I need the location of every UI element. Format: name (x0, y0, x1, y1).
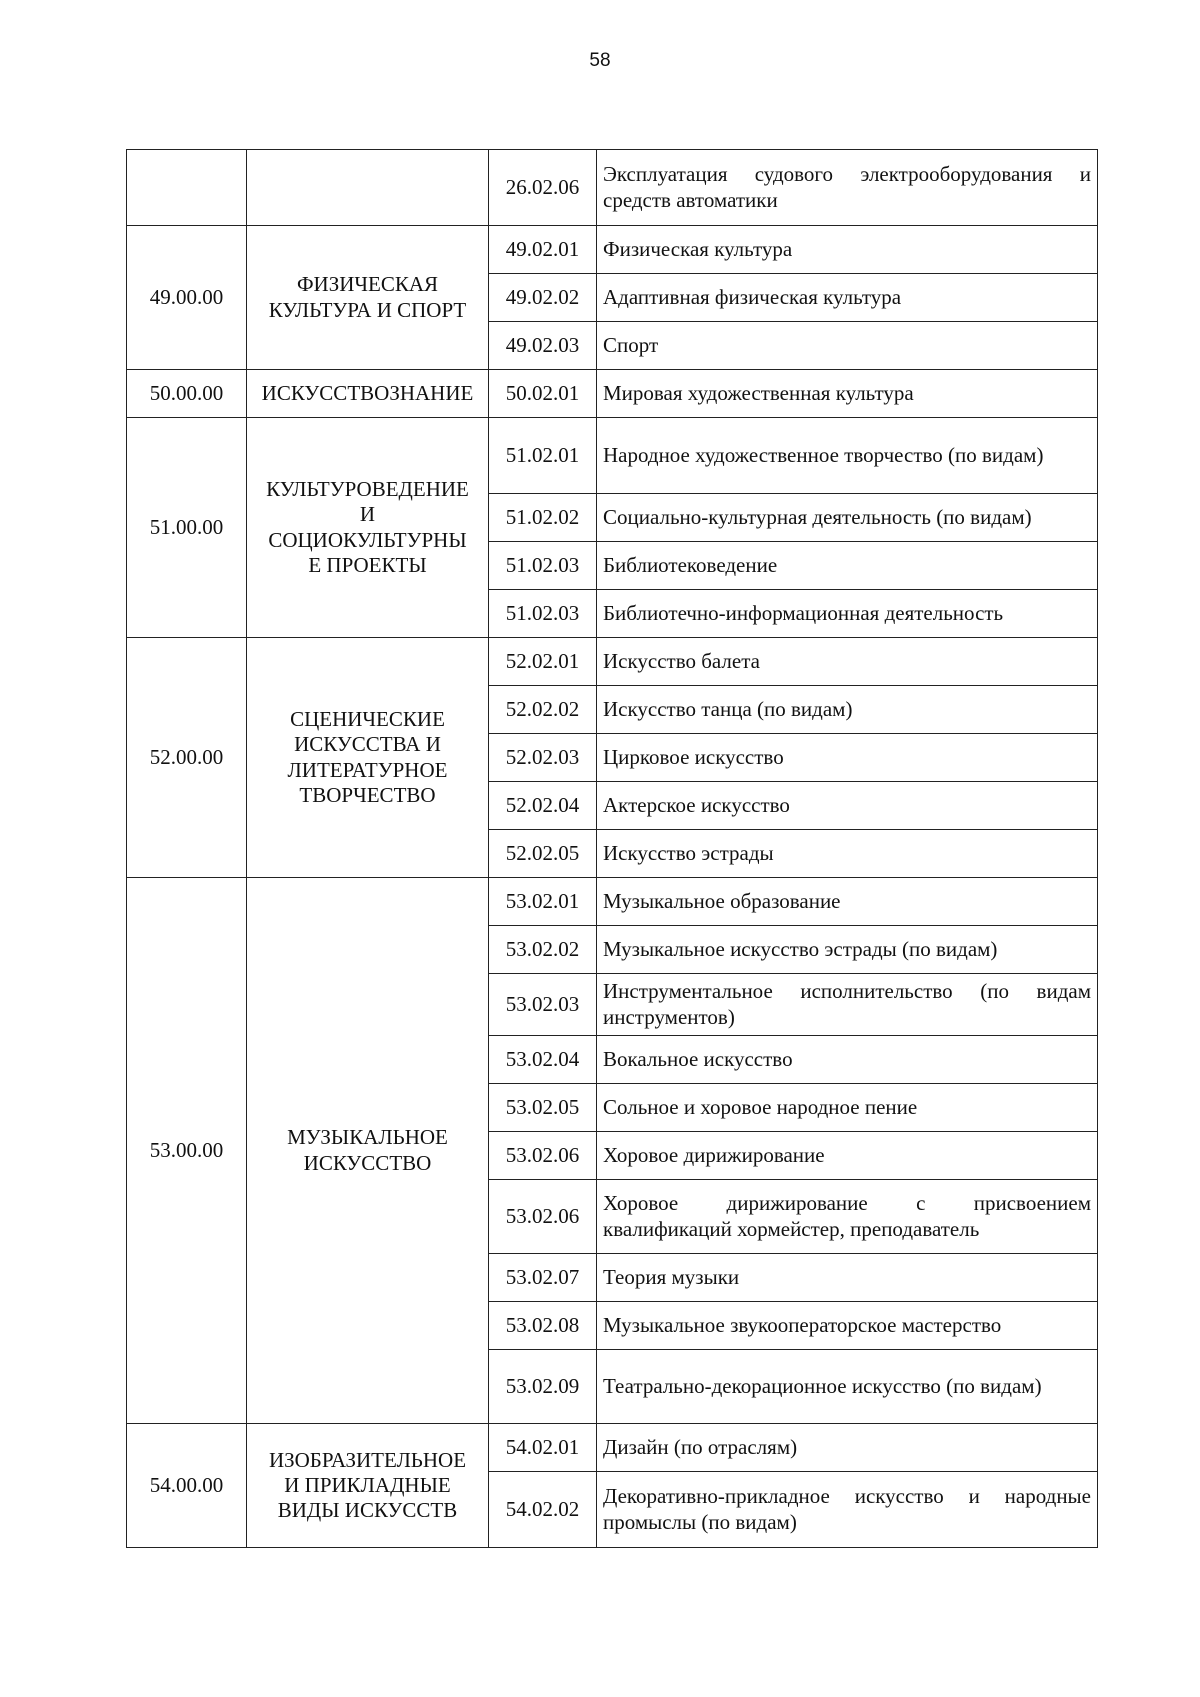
specialty-name-cell: Искусство балета (597, 638, 1098, 686)
specialty-name-cell: Дизайн (по отраслям) (597, 1424, 1098, 1472)
table-row (127, 370, 1098, 418)
specialty-code-cell: 51.02.02 (489, 494, 597, 542)
group-code-cell: 51.00.00 (127, 418, 247, 638)
specialty-name-cell: Социально-культурная деятельность (по видам) (597, 494, 1098, 542)
group-name-cell (247, 418, 489, 638)
group-name-line: МУЗЫКАЛЬНОЕ (287, 1125, 448, 1150)
specialty-code-cell: 53.02.09 (489, 1350, 597, 1424)
specialty-name-cell: Актерское искусство (597, 782, 1098, 830)
specialty-code-cell: 53.02.06 (489, 1132, 597, 1180)
group-name-line: ИСКУССТВО (303, 1150, 432, 1175)
specialty-name-cell: Хоровое дирижирование (597, 1132, 1098, 1180)
group-name-line: ИСКУССТВОЗНАНИЕ (261, 380, 474, 405)
group-name-line: СОЦИОКУЛЬТУРНЫ (268, 527, 467, 552)
table-row (127, 150, 1098, 226)
group-name-cell (247, 226, 489, 370)
group-code-cell: 49.00.00 (127, 226, 247, 370)
group-name-line: КУЛЬТУРА И СПОРТ (268, 297, 467, 322)
specialty-code-cell: 49.02.01 (489, 226, 597, 274)
specialty-code-cell: 53.02.05 (489, 1084, 597, 1132)
page-number: 58 (589, 50, 611, 71)
specialty-code-cell: 50.02.01 (489, 370, 597, 418)
specialty-code-cell: 53.02.04 (489, 1036, 597, 1084)
group-name-line: ТВОРЧЕСТВО (299, 782, 436, 807)
specialty-code-cell: 53.02.08 (489, 1302, 597, 1350)
specialty-code-cell: 52.02.01 (489, 638, 597, 686)
specialty-name-cell: Искусство эстрады (597, 830, 1098, 878)
specialty-name-cell: Музыкальное искусство эстрады (по видам) (597, 926, 1098, 974)
specialty-name-cell: Хоровое дирижирование с присвоением квалификаций хормейстер, преподаватель (597, 1180, 1098, 1254)
group-name-cell (247, 150, 489, 226)
specialty-code-cell: 52.02.02 (489, 686, 597, 734)
group-name-line: Е ПРОЕКТЫ (308, 552, 427, 577)
group-name-line: КУЛЬТУРОВЕДЕНИЕ (266, 477, 469, 502)
group-name-line: И (359, 502, 376, 527)
specialty-code-cell: 53.02.07 (489, 1254, 597, 1302)
group-name-line: И ПРИКЛАДНЫЕ (284, 1472, 451, 1497)
table-row (127, 226, 1098, 274)
specialty-name-cell: Эксплуатация судового электрооборудования и средств автоматики (597, 150, 1098, 226)
group-name-cell (247, 638, 489, 878)
group-name-cell (247, 370, 489, 418)
specialty-name-cell: Спорт (597, 322, 1098, 370)
specialty-code-cell: 53.02.06 (489, 1180, 597, 1254)
table-body (127, 150, 1098, 1548)
group-name-cell (247, 1424, 489, 1548)
table-row (127, 418, 1098, 494)
specialty-name-cell: Музыкальное звукооператорское мастерство (597, 1302, 1098, 1350)
group-name-line: ФИЗИЧЕСКАЯ (296, 272, 439, 297)
specialty-name-cell: Сольное и хоровое народное пение (597, 1084, 1098, 1132)
specialty-code-cell: 52.02.03 (489, 734, 597, 782)
specialty-code-cell: 54.02.02 (489, 1472, 597, 1548)
specialty-code-cell: 26.02.06 (489, 150, 597, 226)
specialty-name-cell: Теория музыки (597, 1254, 1098, 1302)
specialty-name-cell: Инструментальное исполнительство (по видам инструментов) (597, 974, 1098, 1036)
specialty-name-cell: Вокальное искусство (597, 1036, 1098, 1084)
specialty-code-cell: 49.02.03 (489, 322, 597, 370)
group-code-cell (127, 150, 247, 226)
specialty-name-cell: Библиотековедение (597, 542, 1098, 590)
specialty-code-cell: 49.02.02 (489, 274, 597, 322)
specialty-name-cell: Физическая культура (597, 226, 1098, 274)
specialty-code-cell: 53.02.03 (489, 974, 597, 1036)
specialties-table (126, 149, 1098, 1548)
group-name-line: СЦЕНИЧЕСКИЕ (290, 707, 445, 732)
specialty-name-cell: Искусство танца (по видам) (597, 686, 1098, 734)
specialty-code-cell: 51.02.03 (489, 542, 597, 590)
specialty-name-cell: Цирковое искусство (597, 734, 1098, 782)
specialty-name-cell: Мировая художественная культура (597, 370, 1098, 418)
group-code-cell: 52.00.00 (127, 638, 247, 878)
group-name-line: ВИДЫ ИСКУССТВ (277, 1498, 458, 1523)
group-code-cell: 54.00.00 (127, 1424, 247, 1548)
specialty-name-cell: Музыкальное образование (597, 878, 1098, 926)
specialty-name-cell: Театрально-декорационное искусство (по видам) (597, 1350, 1098, 1424)
specialty-code-cell: 53.02.01 (489, 878, 597, 926)
table-row (127, 1424, 1098, 1472)
specialty-code-cell: 52.02.04 (489, 782, 597, 830)
group-name-line: ИСКУССТВА И (294, 732, 441, 757)
specialty-name-cell: Адаптивная физическая культура (597, 274, 1098, 322)
group-name-line: ИЗОБРАЗИТЕЛЬНОЕ (268, 1447, 467, 1472)
table-row (127, 878, 1098, 926)
group-code-cell: 53.00.00 (127, 878, 247, 1424)
group-code-cell: 50.00.00 (127, 370, 247, 418)
specialty-name-cell: Народное художественное творчество (по видам) (597, 418, 1098, 494)
specialty-code-cell: 51.02.03 (489, 590, 597, 638)
group-name-cell (247, 878, 489, 1424)
specialty-name-cell: Декоративно-прикладное искусство и народные промыслы (по видам) (597, 1472, 1098, 1548)
table-row (127, 638, 1098, 686)
specialty-name-cell: Библиотечно-информационная деятельность (597, 590, 1098, 638)
specialty-code-cell: 52.02.05 (489, 830, 597, 878)
specialty-code-cell: 54.02.01 (489, 1424, 597, 1472)
group-name-line: ЛИТЕРАТУРНОЕ (287, 757, 448, 782)
specialty-code-cell: 51.02.01 (489, 418, 597, 494)
specialty-code-cell: 53.02.02 (489, 926, 597, 974)
